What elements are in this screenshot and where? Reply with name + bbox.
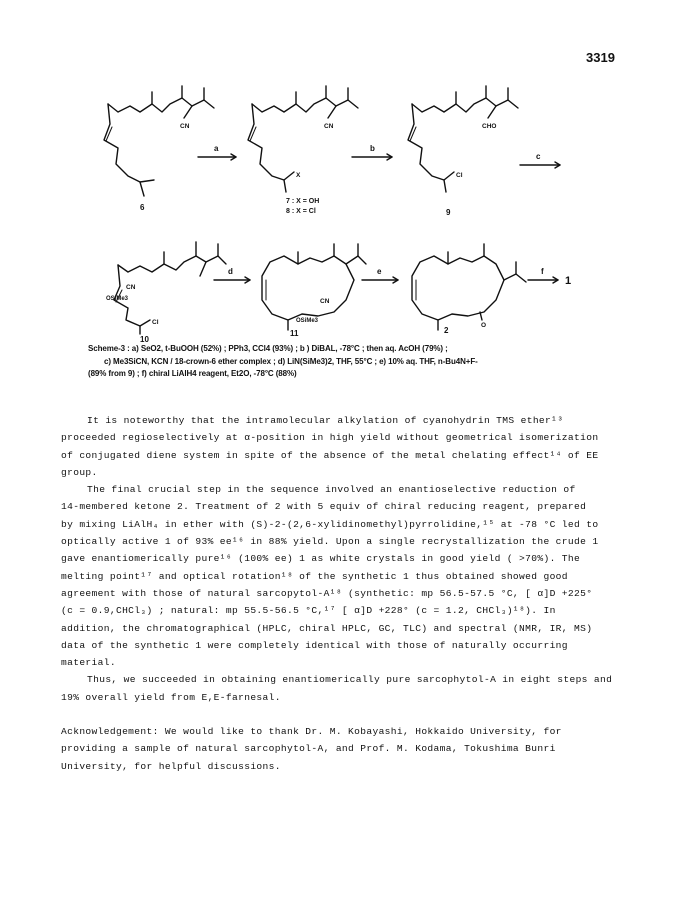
arrow-label-a: a [214,144,219,153]
text-line: 14-membered ketone 2. Treatment of 2 with 5 equiv of chiral reducing reagent, prepared [61,501,587,513]
atom-label: CHO [482,123,497,130]
text-line: Acknowledgement: We would like to thank Dr. M. Kobayashi, Hokkaido University, for [61,726,562,738]
final-product-label: 1 [565,275,572,287]
atom-label: OSiMe3 [296,318,319,324]
atom-label: CN [320,298,330,305]
text-line: agreement with those of natural sarcopytol-A¹⁸ (synthetic: mp 56.5-57.5 °C, [ α]D +225° [61,587,593,599]
text-line: addition, the chromatographical (HPLC, chiral HPLC, GC, TLC) and spectral (NMR, IR, MS) [61,622,593,634]
text-line: 19% overall yield from E,E-farnesal. [61,691,281,703]
paragraph-reduction [61,481,621,671]
structure-9 [408,86,518,192]
scheme-caption [88,343,608,381]
atom-label: O [481,322,487,329]
atom-label: Cl [456,172,463,179]
atom-label: X [296,172,301,179]
text-line: proceeded regioselectively at α-position in high yield without geometrical isomerization [61,432,599,444]
compound-label-7: 7 : X = OH [286,198,320,205]
text-line: melting point¹⁷ and optical rotation¹⁸ of the synthetic 1 thus obtained showed good [61,570,568,582]
structure-7-8 [248,86,358,192]
compound-label-10: 10 [140,335,149,344]
text-line: It is noteworthy that the intramolecular alkylation of cyanohydrin TMS ether¹³ [87,415,564,426]
paragraph-alkylation [61,412,621,481]
paragraph-conclusion [61,671,621,706]
text-line: University, for helpful discussions. [61,760,281,772]
caption-line: (89% from 9) ; f) chiral LiAlH4 reagent, Et2O, -78°C (88%) [88,369,297,378]
compound-label-8: 8 : X = Cl [286,208,316,215]
arrow-label-d: d [228,267,233,276]
structure-2 [412,244,526,330]
text-line: of conjugated diene system in spite of the absence of the metal chelating effect¹⁴ of EE [61,449,599,461]
text-line: data of the synthetic 1 were completely identical with those of naturally occurring [61,639,568,651]
arrow-label-c: c [536,152,541,161]
compound-label-11: 11 [290,329,299,338]
arrow-label-b: b [370,144,375,153]
atom-label: CN [324,123,334,130]
text-line: material. [61,657,116,669]
text-line: (c = 0.9,CHCl₃) ; natural: mp 55.5-56.5 °C,¹⁷ [ α]D +228° (c = 1.2, CHCl₃)¹⁸). In [61,605,556,617]
reaction-scheme [0,0,679,345]
compound-label-6: 6 [140,203,145,212]
arrow-label-e: e [377,267,382,276]
text-line: providing a sample of natural sarcophytol-A, and Prof. M. Kodama, Tokushima Bunri [61,743,556,755]
caption-line: Scheme-3 : a) SeO2, t-BuOOH (52%) ; PPh3, CCl4 (93%) ; b ) DiBAL, -78°C ; then aq. AcOH (79%) ; [88,344,448,353]
text-line: The final crucial step in the sequence involved an enantioselective reduction of [87,484,576,496]
page-number: 3319 [586,50,615,65]
atom-label: Cl [152,319,159,326]
caption-line: c) Me3SiCN, KCN / 18-crown-6 ether complex ; d) LiN(SiMe3)2, THF, 55°C ; e) 10% aq. THF, n-Bu4N+F- [104,356,478,366]
compound-label-2: 2 [444,326,449,335]
atom-label: OSiMe3 [106,296,129,302]
compound-label-9: 9 [446,208,451,217]
atom-label: CN [180,123,190,130]
structure-6 [104,86,214,196]
text-line: gave enantiomerically pure¹⁶ (100% ee) 1 as white crystals in good yield ( >70%). The [61,553,581,565]
atom-label: CN [126,284,136,291]
text-line: optically active 1 of 93% ee¹⁶ in 88% yield. Upon a single recrystallization the crude 1 [61,536,599,548]
text-line: by mixing LiAlH₄ in ether with (S)-2-(2,6-xylidinomethyl)pyrrolidine,¹⁵ at -78 °C led to [61,518,599,530]
text-line: group. [61,466,98,478]
text-line: Thus, we succeeded in obtaining enantiomerically pure sarcophytol-A in eight steps and [87,674,613,686]
arrow-label-f: f [541,267,544,276]
body-text [61,412,621,775]
acknowledgement [61,723,621,775]
